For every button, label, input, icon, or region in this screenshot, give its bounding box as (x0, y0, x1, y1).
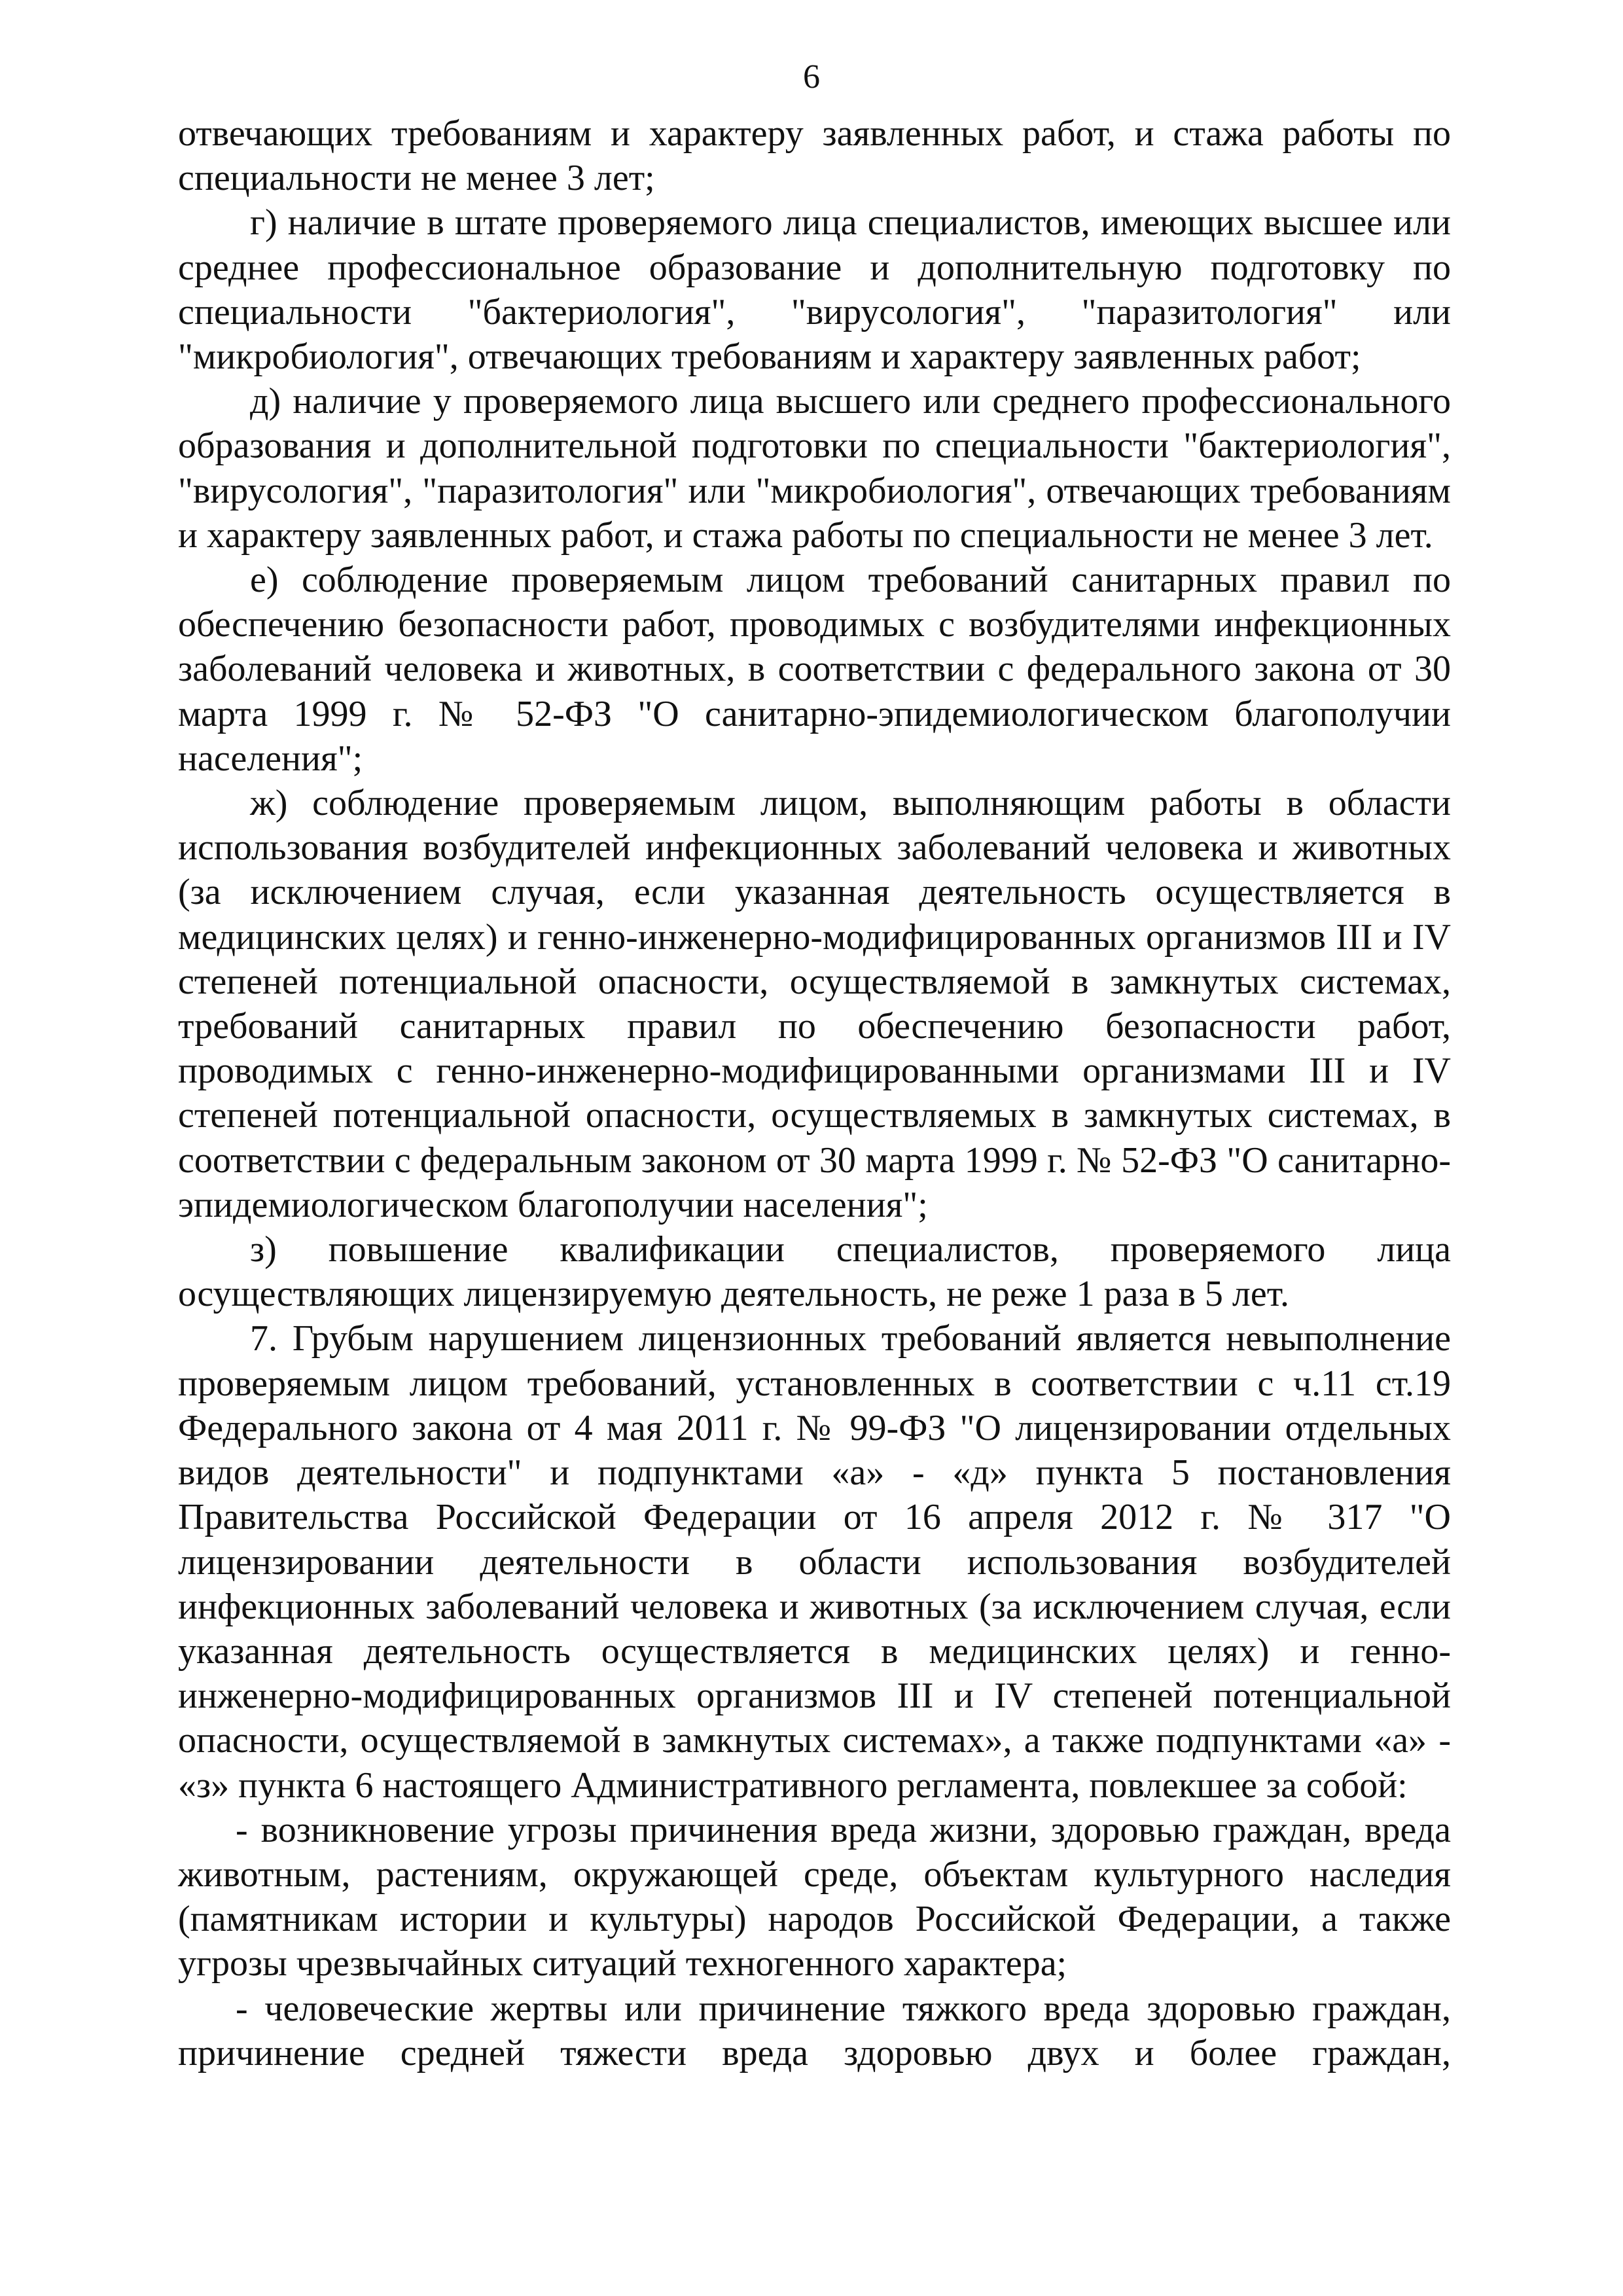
page-number: 6 (803, 58, 820, 96)
paragraph-continuation: отвечающих требованиям и характеру заявленных работ, и стажа работы по специальности не менее 3 лет; (178, 113, 1451, 199)
paragraph-bullet-casualties: - человеческие жертвы или причинение тяжкого вреда здоровью граждан, причинение средней тяжести вреда здоровью двух и более граждан, (178, 1988, 1451, 2073)
paragraph-item-d: д) наличие у проверяемого лица высшего или среднего профессионального образования и дополнительной подготовки по специальности "бактериология", "вирусология", "паразитология" или "микробиология", отвечающих требованиям и характеру заявленных работ, и стажа работы по специальности не менее 3 лет. (178, 381, 1451, 556)
paragraph-bullet-threat: - возникновение угрозы причинения вреда жизни, здоровью граждан, вреда животным, растениям, окружающей среде, объектам культурного наследия (памятникам истории и культуры) народов Российской Федерации, а также угрозы чрезвычайных ситуаций техногенного характера; (178, 1809, 1451, 1984)
paragraph-item-z: з) повышение квалификации специалистов, проверяемого лица осуществляющих лицензируемую деятельность, не реже 1 раза в 5 лет. (178, 1229, 1451, 1315)
paragraph-clause-7: 7. Грубым нарушением лицензионных требований является невыполнение проверяемым лицом требований, установленных в соответствии с ч.11 ст.19 Федерального закона от 4 мая 2011 г. № 99-ФЗ "О лицензировании отдельных видов деятельности" и подпунктами «а» - «д» пункта 5 постановления Правительства Российской Федерации от 16 апреля 2012 г. № 317 "О лицензировании деятельности в области использования возбудителей инфекционных заболеваний человека и животных (за исключением случая, если указанная деятельность осуществляется в медицинских целях) и генно-инженерно-модифицированных организмов III и IV степеней потенциальной опасности, осуществляемой в замкнутых системах», а также подпунктами «а» - «з» пункта 6 настоящего Административного регламента, повлекшее за собой: (178, 1318, 1451, 1806)
paragraph-item-e: е) соблюдение проверяемым лицом требований санитарных правил по обеспечению безопасности работ, проводимых с возбудителями инфекционных заболеваний человека и животных, в соответствии с федерального закона от 30 марта 1999 г. № 52-ФЗ "О санитарно-эпидемиологическом благополучии населения"; (178, 560, 1451, 779)
paragraph-item-g: г) наличие в штате проверяемого лица специалистов, имеющих высшее или среднее профессиональное образование и дополнительную подготовку по специальности "бактериология", "вирусология", "паразитология" или "микробиология", отвечающих требованиям и характеру заявленных работ; (178, 202, 1451, 378)
document-body (178, 111, 1451, 2075)
paragraph-item-zh: ж) соблюдение проверяемым лицом, выполняющим работы в области использования возбудителей инфекционных заболеваний человека и животных (за исключением случая, если указанная деятельность осуществляется в медицинских целях) и генно-инженерно-модифицированных организмов III и IV степеней потенциальной опасности, осуществляемой в замкнутых системах, требований санитарных правил по обеспечению безопасности работ, проводимых с генно-инженерно-модифицированными организмами III и IV степеней потенциальной опасности, осуществляемых в замкнутых системах, в соответствии с федеральным законом от 30 марта 1999 г. № 52-ФЗ "О санитарно-эпидемиологическом благополучии населения"; (178, 783, 1451, 1225)
